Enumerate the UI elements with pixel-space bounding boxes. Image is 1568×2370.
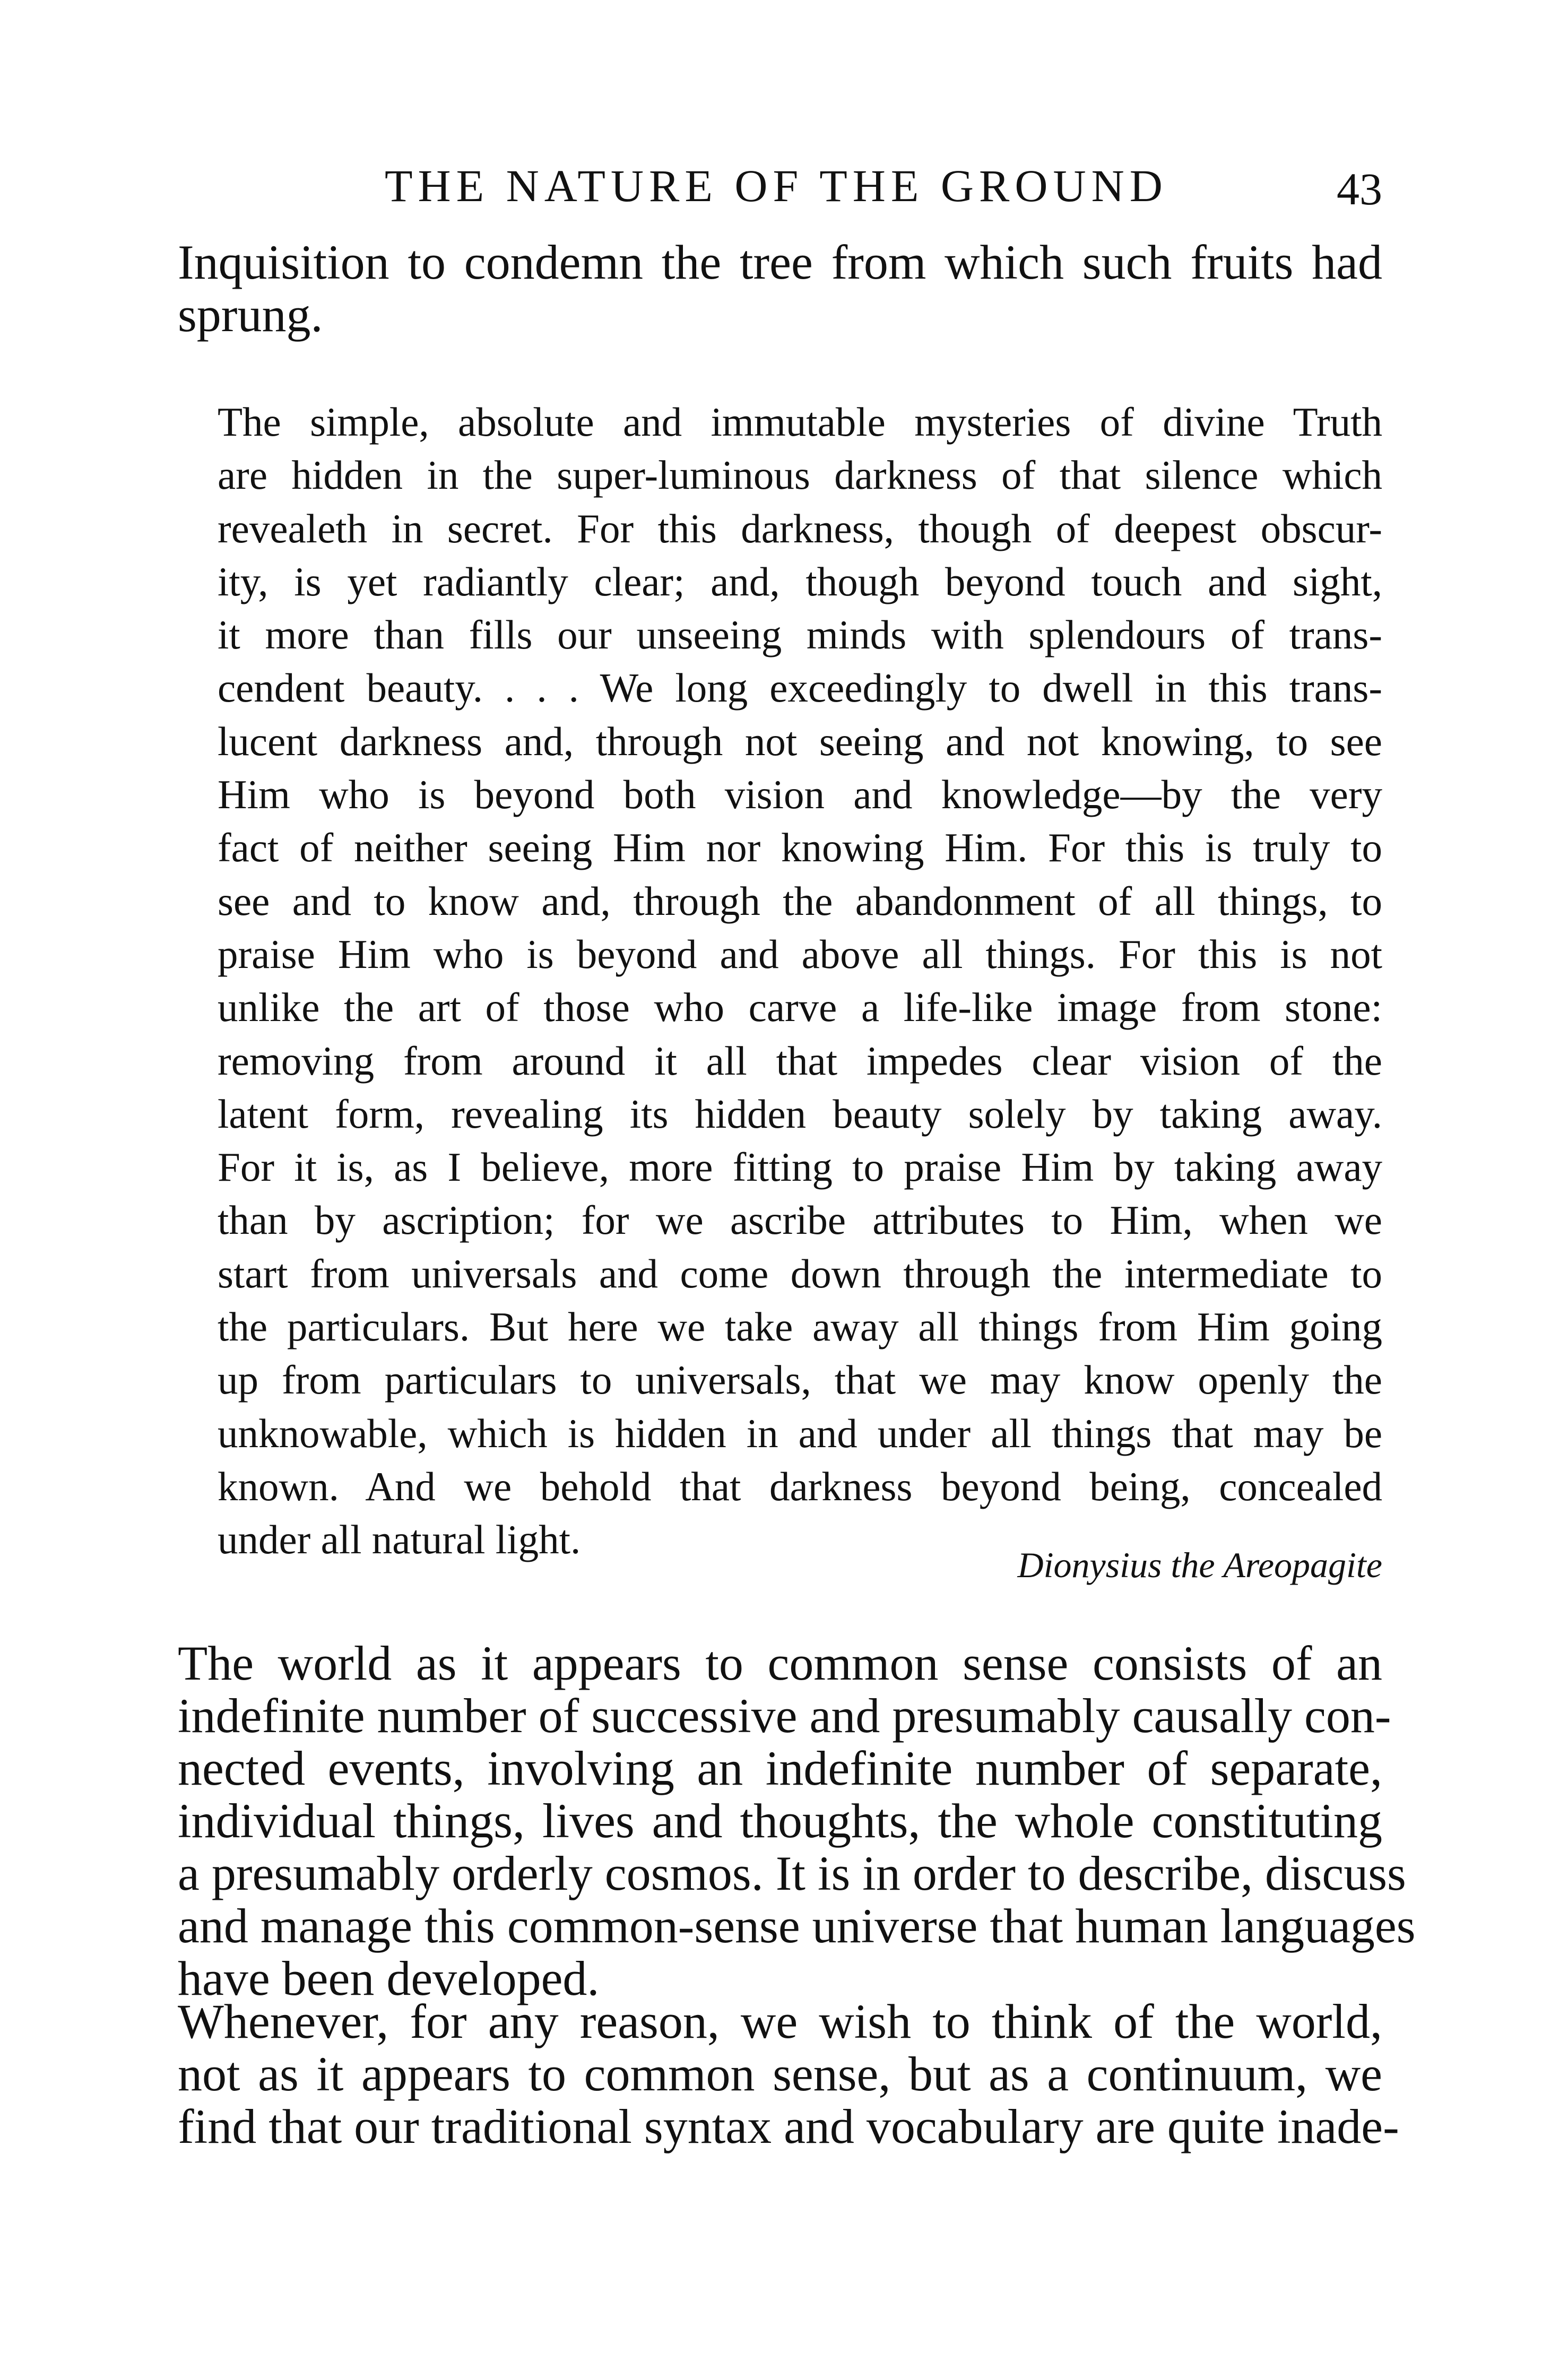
quote-line: lucent darkness and, through not seeing and not knowing, to see — [218, 718, 1382, 764]
quote-line: unknowable, which is hidden in and under all things that may be — [218, 1410, 1382, 1456]
quote-line: under all natural light. — [218, 1517, 581, 1563]
text-line: nected events, involving an indefinite number of separate, — [178, 1741, 1382, 1795]
quote-line: praise Him who is beyond and above all things. For this is not — [218, 931, 1382, 977]
text-line: The world as it appears to common sense consists of an — [178, 1636, 1382, 1690]
quote-line: Him who is beyond both vision and knowledge—by the very — [218, 772, 1382, 818]
text-line: not as it appears to common sense, but as a continuum, we — [178, 2047, 1382, 2101]
quote-line: up from particulars to universals, that we may know openly the — [218, 1357, 1382, 1403]
quote-line: the particulars. But here we take away all things from Him going — [218, 1304, 1382, 1350]
continuation-paragraph — [178, 236, 1382, 341]
quote-line: it more than fills our unseeing minds with splendours of trans- — [218, 612, 1382, 658]
text-line: and manage this common-sense universe that human languages — [178, 1899, 1416, 1953]
quote-line: start from universals and come down through the intermediate to — [218, 1250, 1382, 1296]
quote-line: than by ascription; for we ascribe attributes to Him, when we — [218, 1197, 1382, 1243]
quote-line: removing from around it all that impedes clear vision of the — [218, 1037, 1382, 1084]
page-number: 43 — [1337, 163, 1382, 214]
text-line: Whenever, for any reason, we wish to think of the world, — [178, 1994, 1382, 2048]
quote-line: The simple, absolute and immutable mysteries of divine Truth — [218, 399, 1382, 445]
quote-line: see and to know and, through the abandonment of all things, to — [218, 878, 1382, 924]
text-line: a presumably orderly cosmos. It is in order to describe, discuss — [178, 1846, 1406, 1900]
quote-line: are hidden in the super-luminous darkness of that silence which — [218, 452, 1382, 498]
quote-line: fact of neither seeing Him nor knowing Him. For this is truly to — [218, 825, 1382, 871]
text-line: indefinite number of successive and presumably causally con- — [178, 1689, 1391, 1743]
body-paragraph — [178, 1994, 1399, 2153]
quote-line: known. And we behold that darkness beyond being, concealed — [218, 1463, 1382, 1509]
running-head — [178, 159, 1382, 212]
quote-line: revealeth in secret. For this darkness, though of deepest obscur- — [218, 505, 1382, 551]
text-line: sprung. — [178, 288, 323, 342]
quote-attribution: Dionysius the Areopagite — [1017, 1545, 1382, 1585]
text-line: individual things, lives and thoughts, the whole constituting — [178, 1794, 1382, 1848]
quote-line: ity, is yet radiantly clear; and, though beyond touch and sight, — [218, 558, 1382, 604]
running-title: THE NATURE OF THE GROUND — [385, 160, 1168, 211]
text-line: find that our traditional syntax and vocabulary are quite inade- — [178, 2099, 1399, 2153]
text-line: Inquisition to condemn the tree from which such fruits had — [178, 235, 1382, 289]
quote-line: For it is, as I believe, more fitting to praise Him by taking away — [218, 1144, 1382, 1190]
quote-line: unlike the art of those who carve a life-like image from stone: — [218, 984, 1382, 1031]
quote-line: cendent beauty. . . . We long exceedingly to dwell in this trans- — [218, 665, 1382, 711]
body-paragraph — [178, 1636, 1416, 2005]
text-line: have been developed. — [178, 1951, 600, 2005]
quote-line: latent form, revealing its hidden beauty solely by taking away. — [218, 1091, 1382, 1137]
block-quote — [218, 395, 1382, 1567]
